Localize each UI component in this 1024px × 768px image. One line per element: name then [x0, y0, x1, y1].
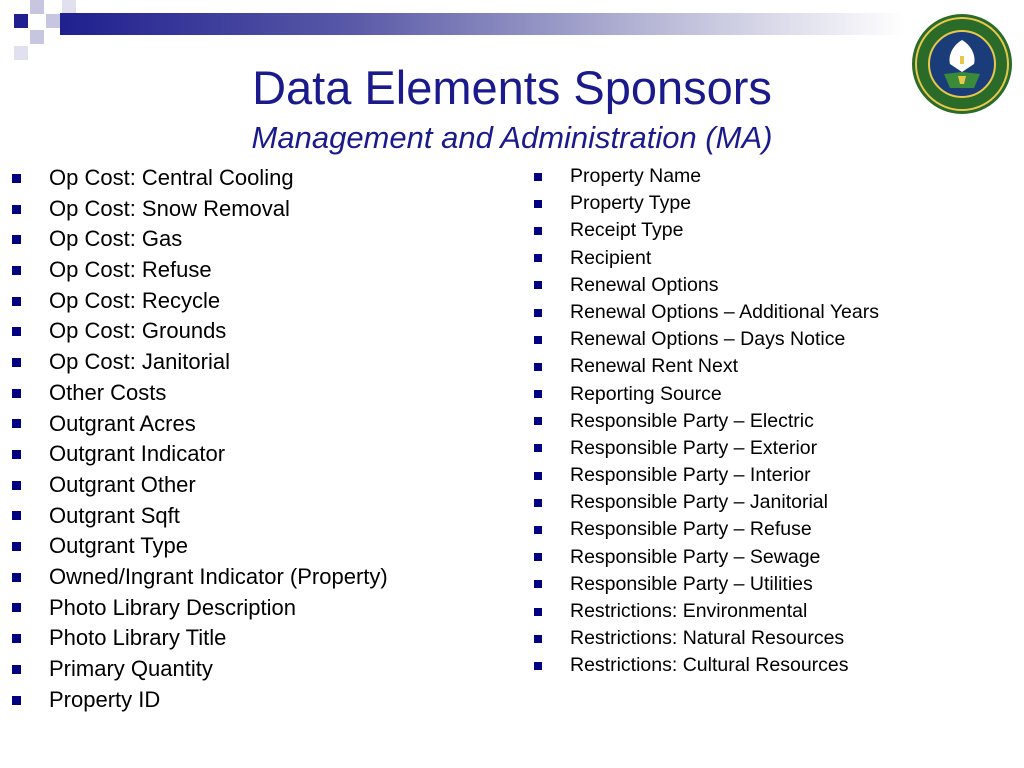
- list-item: [12, 163, 512, 194]
- list-item: [534, 381, 1014, 408]
- list-item: [534, 272, 1014, 299]
- slide-subtitle: Management and Administration (MA): [251, 120, 773, 155]
- square-bullet-icon: [12, 327, 21, 336]
- square-bullet-icon: [534, 635, 542, 643]
- list-item-label: Op Cost: Central Cooling: [49, 165, 294, 190]
- list-item: [534, 353, 1014, 380]
- square-bullet-icon: [12, 235, 21, 244]
- list-item-label: Restrictions: Cultural Resources: [570, 654, 849, 677]
- list-item-label: Op Cost: Janitorial: [49, 349, 230, 375]
- list-item: [12, 470, 512, 501]
- list-item-label: Responsible Party – Utilities: [570, 572, 813, 595]
- header-gradient-bar: [60, 13, 905, 35]
- square-bullet-icon: [534, 608, 542, 616]
- list-item: [534, 217, 1014, 244]
- square-bullet-icon: [12, 389, 21, 398]
- left-bullet-list: [12, 163, 512, 715]
- square-bullet-icon: [534, 309, 542, 317]
- square-bullet-icon: [12, 481, 21, 490]
- list-item: [534, 163, 1014, 190]
- square-bullet-icon: [12, 419, 21, 428]
- list-item: [12, 347, 512, 378]
- list-item: [534, 326, 1014, 353]
- list-item-label: Other Costs: [49, 379, 167, 405]
- list-item-label: Photo Library Description: [49, 594, 297, 620]
- list-item: [534, 408, 1014, 435]
- list-item-label: Primary Quantity: [49, 656, 213, 681]
- list-item-label: Owned/Ingrant Indicator (Property): [49, 563, 388, 589]
- list-item-label: Renewal Options – Days Notice: [570, 328, 846, 351]
- list-item: [12, 378, 512, 409]
- list-item-label: Receipt Type: [570, 219, 684, 242]
- list-item: [534, 489, 1014, 516]
- square-bullet-icon: [12, 358, 21, 367]
- square-bullet-icon: [12, 696, 21, 705]
- list-item: [12, 316, 512, 347]
- list-item-label: Responsible Party – Exterior: [570, 436, 818, 459]
- list-item: [12, 593, 512, 624]
- square-bullet-icon: [12, 542, 21, 551]
- list-item-label: Renewal Rent Next: [570, 355, 738, 378]
- square-bullet-icon: [12, 266, 21, 275]
- list-item-label: Recipient: [570, 246, 652, 269]
- list-item-label: Property Type: [570, 192, 692, 215]
- list-item-label: Outgrant Other: [49, 471, 196, 497]
- square-bullet-icon: [534, 499, 542, 507]
- list-item-label: Restrictions: Environmental: [570, 600, 808, 622]
- list-item: [12, 439, 512, 470]
- square-bullet-icon: [534, 553, 542, 561]
- list-item: [534, 245, 1014, 272]
- square-bullet-icon: [534, 662, 542, 670]
- square-bullet-icon: [534, 227, 542, 235]
- list-item: [534, 516, 1014, 543]
- square-bullet-icon: [12, 174, 21, 183]
- list-item-label: Responsible Party – Janitorial: [570, 491, 828, 514]
- square-bullet-icon: [12, 297, 21, 306]
- list-item: [534, 299, 1014, 326]
- list-item: [534, 435, 1014, 462]
- list-item-label: Op Cost: Refuse: [49, 257, 212, 283]
- list-item-label: Property Name: [570, 165, 702, 187]
- list-item: [534, 625, 1014, 652]
- list-item-label: Property ID: [49, 686, 161, 712]
- right-bullet-list: [534, 163, 1014, 680]
- list-item: [12, 194, 512, 225]
- square-bullet-icon: [534, 254, 542, 262]
- square-bullet-icon: [12, 603, 21, 612]
- list-item: [534, 571, 1014, 598]
- square-bullet-icon: [12, 573, 21, 582]
- list-item-label: Op Cost: Recycle: [49, 287, 221, 313]
- list-item-label: Outgrant Acres: [49, 410, 196, 436]
- list-item: [12, 562, 512, 593]
- list-item-label: Outgrant Indicator: [49, 441, 226, 467]
- deco-square: [30, 0, 44, 14]
- list-item: [12, 654, 512, 685]
- square-bullet-icon: [534, 472, 542, 480]
- square-bullet-icon: [534, 417, 542, 425]
- deco-square: [62, 0, 76, 14]
- list-item: [534, 190, 1014, 217]
- list-item-label: Op Cost: Gas: [49, 226, 183, 252]
- square-bullet-icon: [534, 363, 542, 371]
- list-item: [12, 685, 512, 716]
- list-item-label: Responsible Party – Electric: [570, 409, 814, 432]
- list-item-label: Renewal Options: [570, 273, 719, 296]
- list-item: [12, 501, 512, 532]
- square-bullet-icon: [12, 511, 21, 520]
- list-item-label: Op Cost: Grounds: [49, 318, 227, 344]
- square-bullet-icon: [534, 281, 542, 289]
- list-item: [12, 286, 512, 317]
- list-item-label: Responsible Party – Sewage: [570, 545, 821, 568]
- list-item: [12, 409, 512, 440]
- deco-square: [14, 14, 28, 28]
- square-bullet-icon: [534, 173, 542, 181]
- list-item: [12, 531, 512, 562]
- square-bullet-icon: [534, 200, 542, 208]
- list-item-label: Outgrant Sqft: [49, 502, 180, 528]
- square-bullet-icon: [534, 336, 542, 344]
- deco-square: [46, 14, 60, 28]
- list-item-label: Reporting Source: [570, 382, 722, 405]
- slide-title: Data Elements Sponsors: [252, 61, 772, 114]
- square-bullet-icon: [534, 444, 542, 452]
- square-bullet-icon: [534, 526, 542, 534]
- square-bullet-icon: [534, 580, 542, 588]
- list-item-label: Restrictions: Natural Resources: [570, 627, 845, 650]
- list-item: [12, 255, 512, 286]
- list-item: [534, 652, 1014, 679]
- list-item-label: Op Cost: Snow Removal: [49, 195, 290, 221]
- list-item-label: Renewal Options – Additional Years: [570, 300, 879, 323]
- list-item: [534, 544, 1014, 571]
- list-item-label: Photo Library Title: [49, 625, 227, 651]
- square-bullet-icon: [12, 205, 21, 214]
- list-item: [12, 623, 512, 654]
- square-bullet-icon: [12, 665, 21, 674]
- list-item: [534, 598, 1014, 625]
- list-item: [12, 224, 512, 255]
- square-bullet-icon: [12, 450, 21, 459]
- square-bullet-icon: [534, 390, 542, 398]
- list-item-label: Responsible Party – Interior: [570, 464, 811, 487]
- list-item-label: Outgrant Type: [49, 533, 189, 559]
- list-item-label: Responsible Party – Refuse: [570, 518, 812, 541]
- square-bullet-icon: [12, 634, 21, 643]
- list-item: [534, 462, 1014, 489]
- deco-square: [30, 30, 44, 44]
